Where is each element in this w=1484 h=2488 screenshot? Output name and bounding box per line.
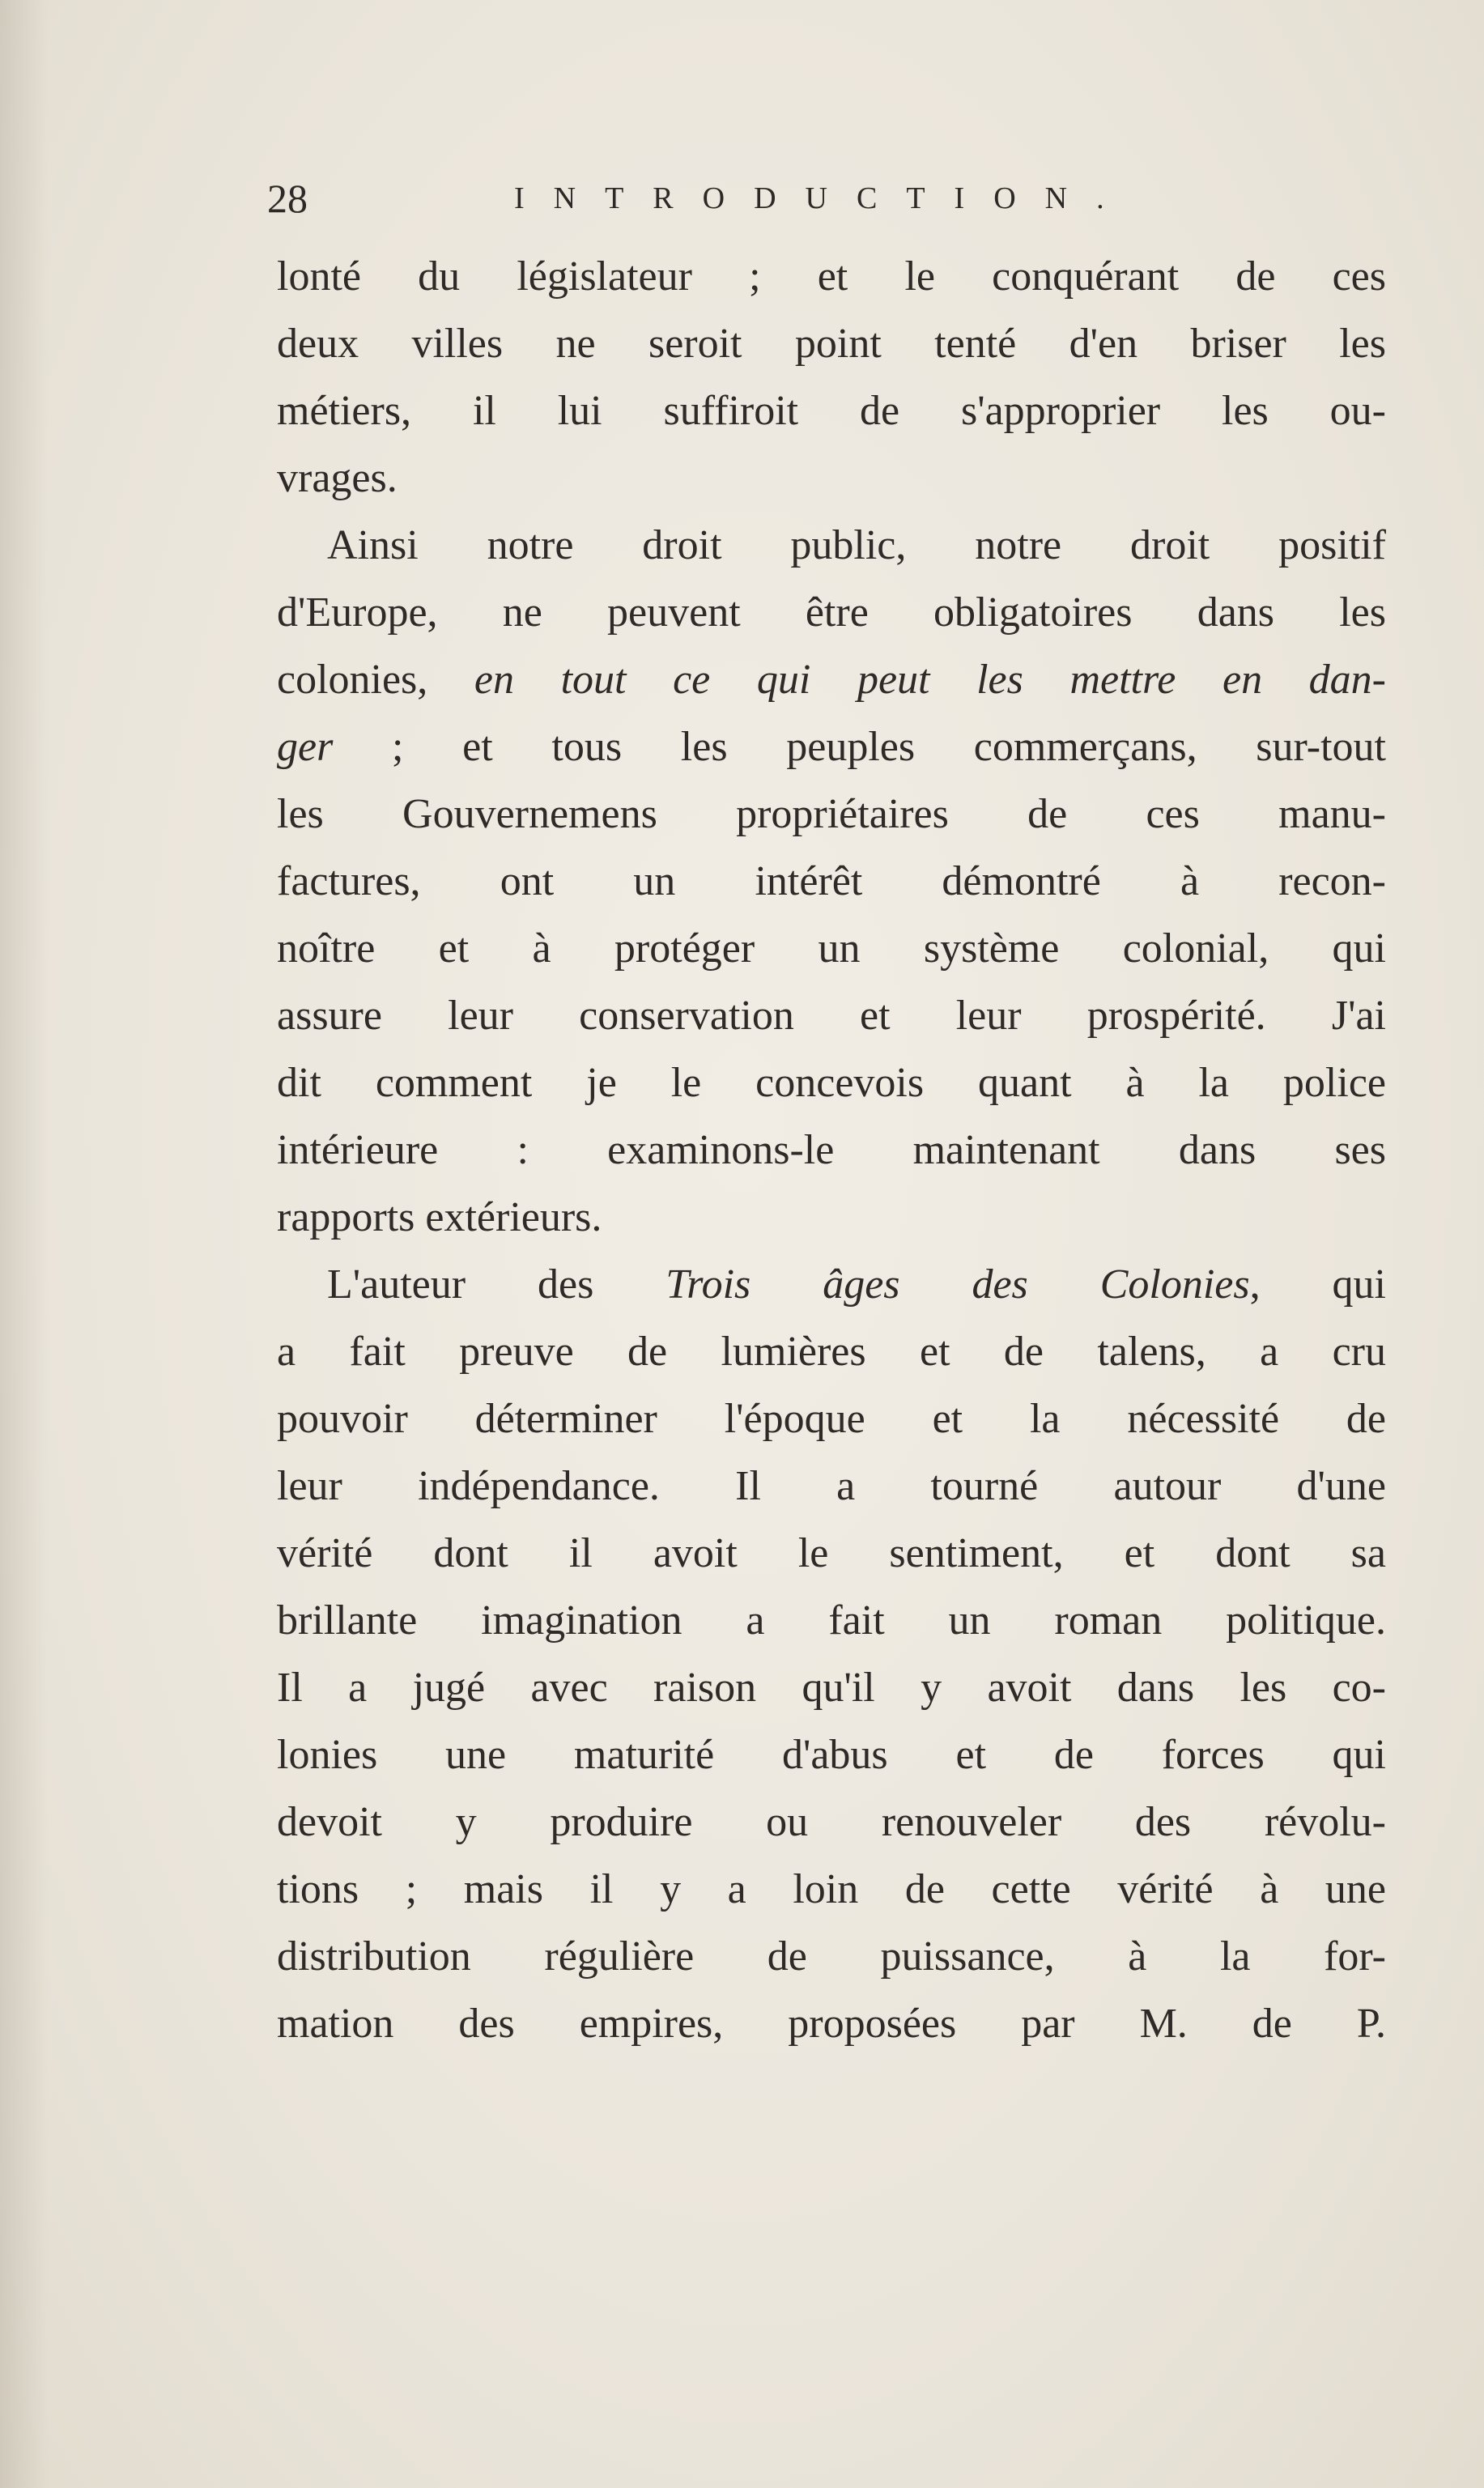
body-text (277, 243, 1386, 2057)
text-line: d'Europe, ne peuvent être obligatoires dans les (277, 589, 1386, 636)
text-line-with-italic (277, 713, 1386, 780)
text-line: Il a jugé avec raison qu'il y avoit dans les co- (277, 1665, 1386, 1711)
line-roman-part: , qui (1249, 1261, 1387, 1308)
italic-phrase: ger (277, 724, 334, 770)
text-line: lonté du législateur ; et le conquérant de ces (277, 253, 1386, 300)
text-line: métiers, il lui suffiroit de s'approprier les ou- (277, 388, 1386, 434)
text-line-with-italic (277, 1251, 1386, 1318)
line-roman-part: ; et tous les peuples commerçans, sur-tout (333, 724, 1386, 770)
text-line: noître et à protéger un système colonial, qui (277, 925, 1386, 972)
text-line: deux villes ne seroit point tenté d'en briser les (277, 321, 1386, 367)
text-line: Ainsi notre droit public, notre droit positif (327, 522, 1386, 568)
text-line: dit comment je le concevois quant à la police (277, 1060, 1386, 1106)
text-line: factures, ont un intérêt démontré à recon- (277, 858, 1386, 904)
text-line: assure leur conservation et leur prospérité. J'ai (277, 993, 1386, 1039)
italic-title: Trois âges des Colonies (665, 1261, 1250, 1308)
text-line: les Gouvernemens propriétaires de ces manu- (277, 791, 1386, 837)
page-number: 28 (267, 176, 308, 221)
line-roman-part: L'auteur des (327, 1261, 666, 1308)
text-line: tions ; mais il y a loin de cette vérité à une (277, 1866, 1386, 1912)
text-line: rapports extérieurs. (277, 1194, 602, 1240)
text-line: pouvoir déterminer l'époque et la nécessité de (277, 1396, 1386, 1442)
text-line: a fait preuve de lumières et de talens, a cru (277, 1329, 1386, 1375)
binding-shadow (0, 0, 49, 2488)
text-line-with-italic (277, 646, 1386, 713)
page-header (267, 166, 1384, 231)
text-line: mation des empires, proposées par M. de P. (277, 2001, 1386, 2047)
text-line: leur indépendance. Il a tourné autour d'une (277, 1463, 1386, 1509)
text-line: brillante imagination a fait un roman politique. (277, 1597, 1386, 1644)
italic-phrase: en tout ce qui peut les mettre en dan- (474, 657, 1386, 703)
running-head: INTRODUCTION. (514, 181, 1133, 215)
text-line: vérité dont il avoit le sentiment, et dont sa (277, 1530, 1386, 1576)
text-line: devoit y produire ou renouveler des révolu- (277, 1799, 1386, 1845)
line-roman-part: colonies, (277, 657, 474, 703)
text-line: vrages. (277, 455, 398, 501)
text-line: distribution régulière de puissance, à la for- (277, 1933, 1386, 1980)
text-line: intérieure : examinons-le maintenant dans ses (277, 1127, 1386, 1173)
text-line: lonies une maturité d'abus et de forces qui (277, 1732, 1386, 1778)
